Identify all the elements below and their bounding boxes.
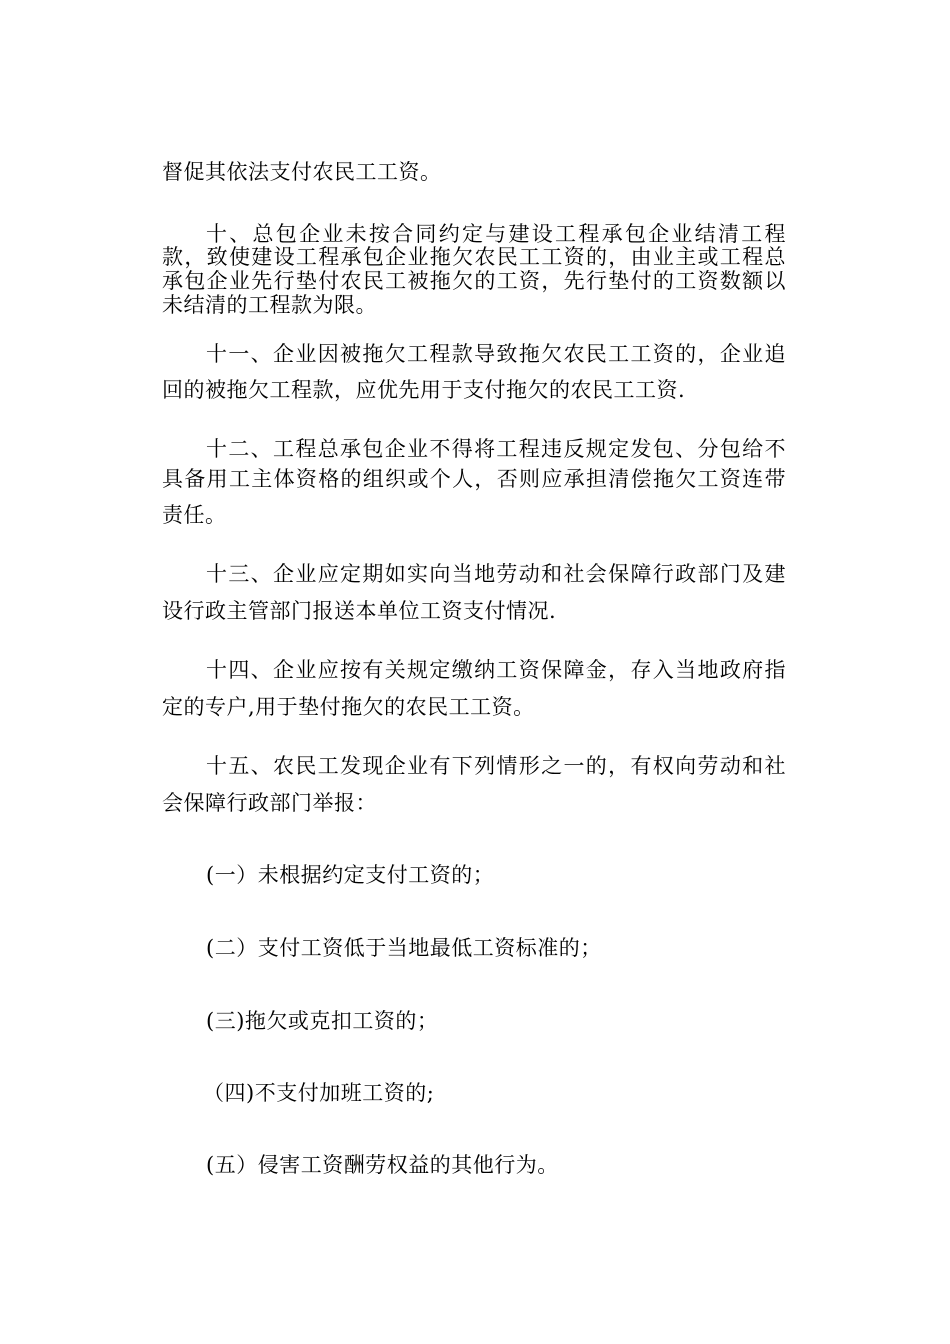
text-line: 十五、农民工发现企业有下列情形之一的，有权向劳动和社 xyxy=(206,754,786,778)
text-line: 十二、工程总承包企业不得将工程违反规定发包、分包给不 xyxy=(206,437,786,461)
text-line: 定的专户,用于垫付拖欠的农民工工资。 xyxy=(162,695,535,719)
text-line: 款，致使建设工程承包企业拖欠农民工工资的，由业主或工程总 xyxy=(162,245,786,269)
text-line: 回的被拖欠工程款，应优先用于支付拖欠的农民工工资. xyxy=(162,378,686,402)
text-line: 十一、企业因被拖欠工程款导致拖欠农民工工资的，企业追 xyxy=(206,342,786,366)
text-line: 设行政主管部门报送本单位工资支付情况. xyxy=(162,599,557,623)
text-line: 会保障行政部门举报： xyxy=(162,791,377,815)
text-line: 未结清的工程款为限。 xyxy=(162,293,377,317)
text-line: 承包企业先行垫付农民工被拖欠的工资，先行垫付的工资数额以 xyxy=(162,269,786,293)
text-line: 具备用工主体资格的组织或个人，否则应承担清偿拖欠工资连带 xyxy=(162,467,786,491)
list-item: (一）未根据约定支付工资的； xyxy=(206,863,495,887)
text-line: 十三、企业应定期如实向当地劳动和社会保障行政部门及建 xyxy=(206,562,786,586)
text-line: 十、总包企业未按合同约定与建设工程承包企业结清工程 xyxy=(206,222,786,246)
text-line: 责任。 xyxy=(162,503,227,527)
list-item: (五）侵害工资酬劳权益的其他行为。 xyxy=(206,1153,559,1177)
list-item: （四)不支付加班工资的; xyxy=(203,1081,435,1105)
list-item: (三)拖欠或克扣工资的； xyxy=(206,1009,439,1033)
list-item: (二）支付工资低于当地最低工资标准的； xyxy=(206,936,602,960)
text-line: 督促其依法支付农民工工资。 xyxy=(162,160,442,184)
text-line: 十四、企业应按有关规定缴纳工资保障金，存入当地政府指 xyxy=(206,658,786,682)
